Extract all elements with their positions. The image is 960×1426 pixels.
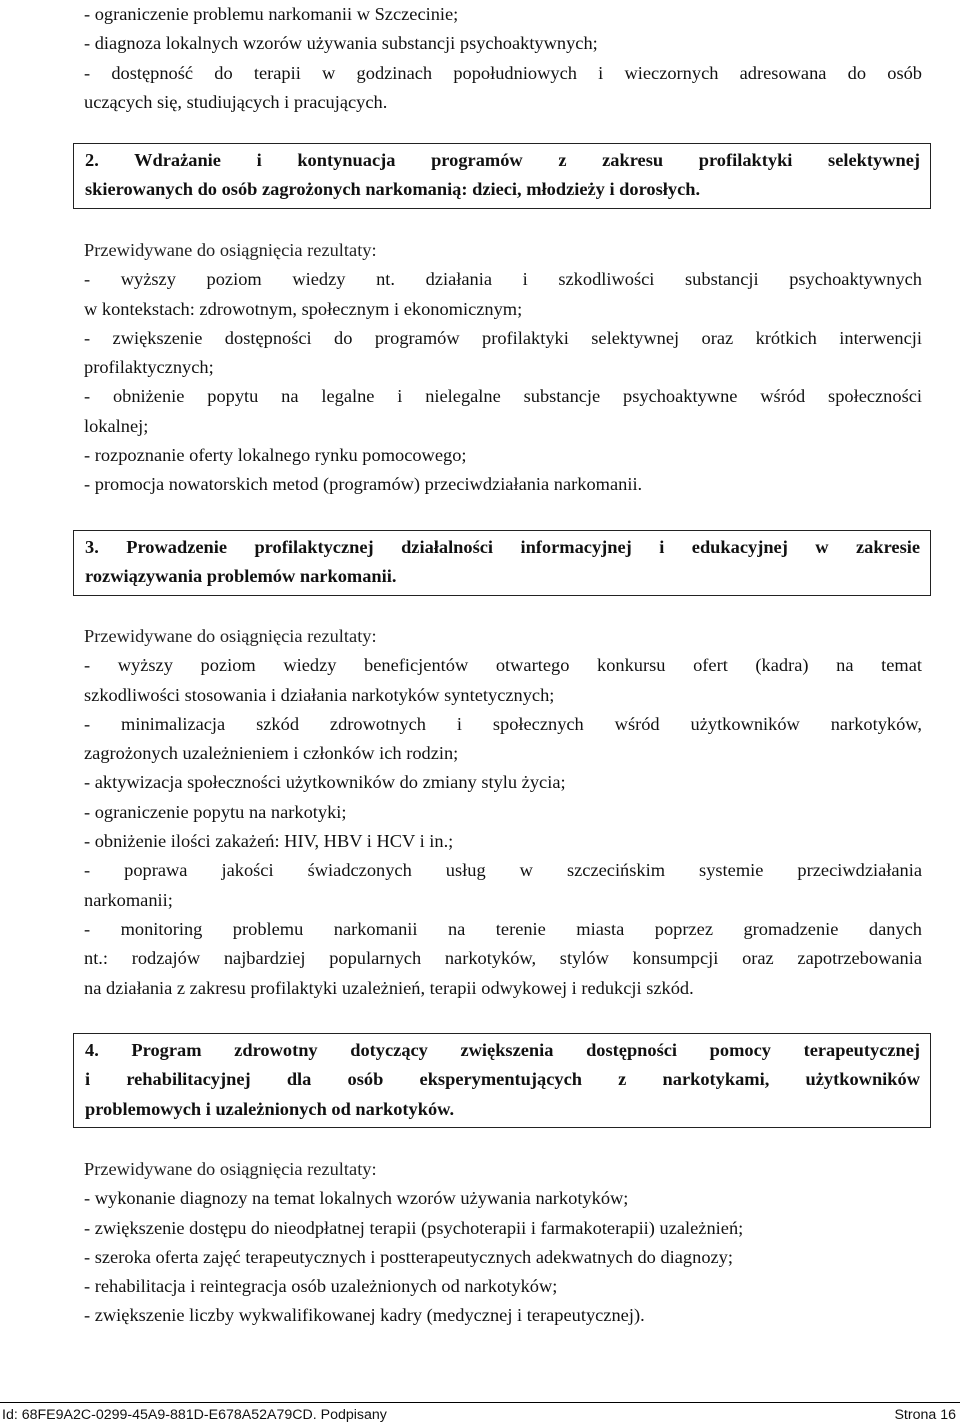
section-3-heading (73, 530, 931, 596)
section-3-results (84, 622, 922, 1003)
list-item: - ograniczenie problemu narkomanii w Szczecinie; (84, 4, 459, 24)
list-item: - obniżenie ilości zakażeń: HIV, HBV i HCV i in.; (84, 831, 454, 852)
list-item: - wykonanie diagnozy na temat lokalnych wzorów używania narkotyków; (84, 1188, 629, 1209)
list-item: - promocja nowatorskich metod (programów) przeciwdziałania narkomanii. (84, 474, 643, 495)
list-item: - zwiększenie dostępności do programów profilaktyki selektywnej oraz krótkich interwencji (84, 327, 922, 348)
section-2-heading (73, 143, 931, 209)
heading-line: 3. Prowadzenie profilaktycznej działalności informacyjnej i edukacyjnej w zakresie (85, 537, 920, 557)
list-item: - minimalizacja szkód zdrowotnych i społecznych wśród użytkowników narkotyków, (84, 713, 922, 734)
list-item: - monitoring problemu narkomanii na terenie miasta poprzez gromadzenie danych (84, 918, 922, 939)
heading-line: problemowych i uzależnionych od narkotyków. (85, 1098, 455, 1119)
list-item: - dostępność do terapii w godzinach popołudniowych i wieczornych adresowana do osób (84, 62, 922, 83)
list-item: - poprawa jakości świadczonych usług w szczecińskim systemie przeciwdziałania (84, 860, 922, 881)
list-item: uczących się, studiujących i pracujących. (84, 91, 388, 112)
list-item: - diagnoza lokalnych wzorów używania substancji psychoaktywnych; (84, 33, 598, 54)
list-item: - obniżenie popytu na legalne i nielegalne substancje psychoaktywne wśród społeczności (84, 386, 922, 407)
list-item: - wyższy poziom wiedzy nt. działania i szkodliwości substancji psychoaktywnych (84, 269, 922, 290)
list-item: - rozpoznanie oferty lokalnego rynku pomocowego; (84, 445, 467, 466)
list-item: zagrożonych uzależnieniem i członków ich rodzin; (84, 743, 459, 764)
list-item: nt.: rodzajów najbardziej popularnych narkotyków, stylów konsumpcji oraz zapotrzebowania (84, 948, 922, 969)
intro-list (84, 0, 922, 117)
results-label: Przewidywane do osiągnięcia rezultaty: (84, 626, 377, 646)
list-item: - ograniczenie popytu na narkotyki; (84, 801, 347, 822)
list-item: - rehabilitacja i reintegracja osób uzależnionych od narkotyków; (84, 1276, 558, 1297)
list-item: - aktywizacja społeczności użytkowników do zmiany stylu życia; (84, 772, 566, 793)
heading-line: i rehabilitacyjnej dla osób eksperymentujących z narkotykami, użytkowników (85, 1069, 920, 1090)
list-item: lokalnej; (84, 415, 149, 436)
list-item: - wyższy poziom wiedzy beneficjentów otwartego konkursu ofert (kadra) na temat (84, 655, 922, 676)
list-item: profilaktycznych; (84, 357, 214, 378)
list-item: szkodliwości stosowania i działania narkotyków syntetycznych; (84, 684, 555, 705)
list-item: - zwiększenie dostępu do nieodpłatnej terapii (psychoterapii i farmakoterapii) uzależnień; (84, 1217, 744, 1238)
results-label: Przewidywane do osiągnięcia rezultaty: (84, 240, 377, 260)
section-4-results (84, 1155, 922, 1331)
heading-line: 4. Program zdrowotny dotyczący zwiększenia dostępności pomocy terapeutycznej (85, 1040, 920, 1060)
list-item: - szeroka oferta zajęć terapeutycznych i postterapeutycznych adekwatnych do diagnozy; (84, 1246, 733, 1267)
list-item: - zwiększenie liczby wykwalifikowanej kadry (medycznej i terapeutycznej). (84, 1305, 645, 1326)
list-item: narkomanii; (84, 889, 173, 910)
heading-line: 2. Wdrażanie i kontynuacja programów z zakresu profilaktyki selektywnej (85, 150, 920, 170)
section-2-results (84, 236, 922, 500)
section-4-heading (73, 1033, 931, 1128)
page-footer (0, 1402, 960, 1425)
list-item: na działania z zakresu profilaktyki uzależnień, terapii odwykowej i redukcji szkód. (84, 977, 694, 998)
results-label: Przewidywane do osiągnięcia rezultaty: (84, 1159, 377, 1179)
heading-line: rozwiązywania problemów narkomanii. (85, 566, 397, 587)
page-number: Strona 16 (894, 1407, 956, 1423)
heading-line: skierowanych do osób zagrożonych narkomanią: dzieci, młodzieży i dorosłych. (85, 179, 701, 200)
list-item: w kontekstach: zdrowotnym, społecznym i ekonomicznym; (84, 298, 523, 319)
document-id: Id: 68FE9A2C-0299-45A9-881D-E678A52A79CD. Podpisany (2, 1407, 387, 1423)
